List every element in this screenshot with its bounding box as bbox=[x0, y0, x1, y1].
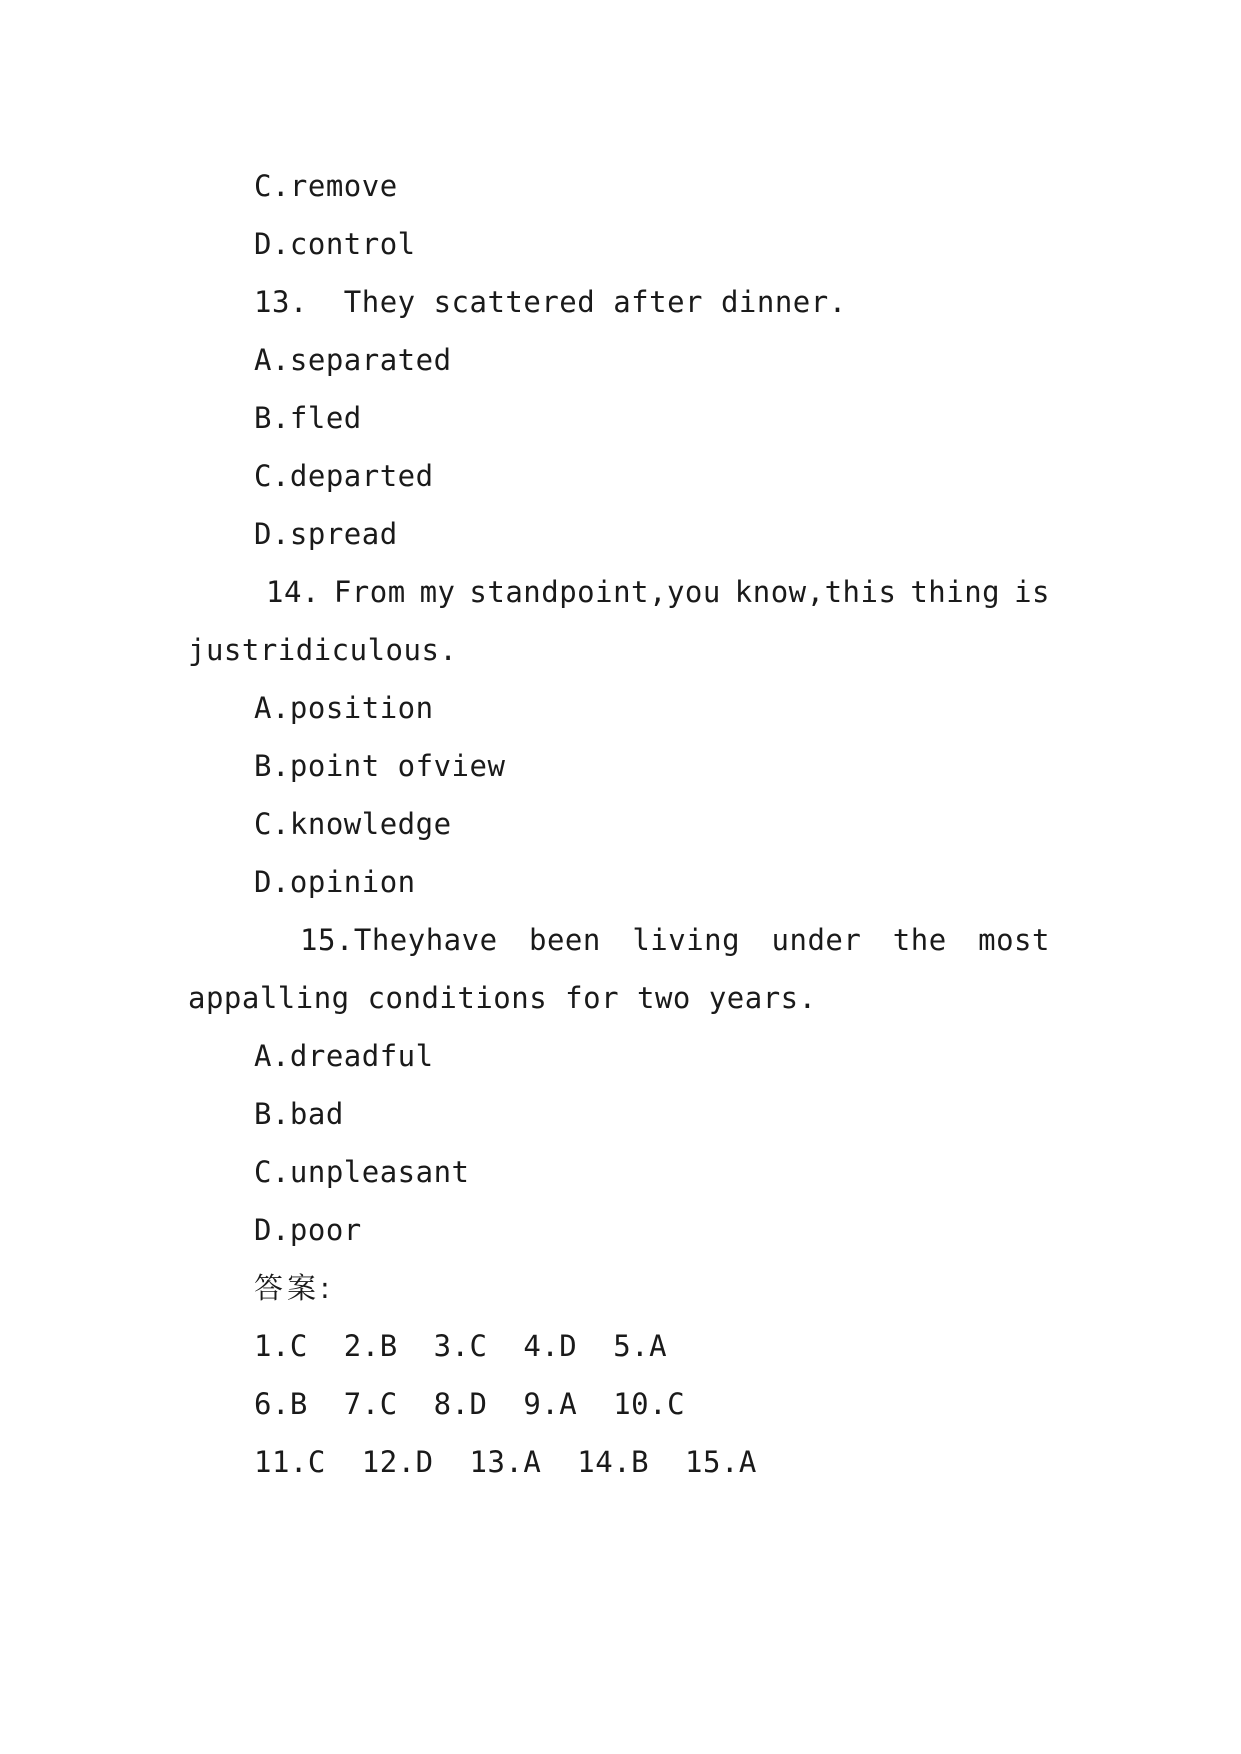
q14-word: 14. bbox=[266, 575, 320, 609]
question-13-option-d: D.spread bbox=[254, 517, 398, 551]
question-14-stem-line2: justridiculous. bbox=[188, 633, 458, 667]
question-14-stem-line1 bbox=[266, 574, 1050, 610]
answers-heading: 答案: bbox=[254, 1271, 334, 1305]
q14-word: From bbox=[333, 575, 406, 609]
question-14-option-d: D.opinion bbox=[254, 865, 416, 899]
q15-word: been bbox=[529, 923, 601, 957]
q15-word: under bbox=[771, 923, 862, 957]
q14-word: is bbox=[1014, 575, 1050, 609]
question-14-option-a: A.position bbox=[254, 691, 434, 725]
q14-word: know,this bbox=[734, 575, 897, 609]
question-13-option-a: A.separated bbox=[254, 343, 452, 377]
q15-word: 15.Theyhave bbox=[300, 923, 498, 957]
question-14-option-c: C.knowledge bbox=[254, 807, 452, 841]
q14-word: standpoint,you bbox=[469, 575, 721, 609]
answers-row-2: 6.B 7.C 8.D 9.A 10.C bbox=[254, 1387, 686, 1421]
question-15-stem-line1 bbox=[300, 922, 1050, 958]
q15-word: the bbox=[892, 923, 947, 957]
question-15-option-a: A.dreadful bbox=[254, 1039, 434, 1073]
answers-row-1: 1.C 2.B 3.C 4.D 5.A bbox=[254, 1329, 668, 1363]
answers-row-3: 11.C 12.D 13.A 14.B 15.A bbox=[254, 1445, 757, 1479]
q15-word: living bbox=[632, 923, 741, 957]
q14-word: my bbox=[419, 575, 456, 609]
question-15-option-d: D.poor bbox=[254, 1213, 362, 1247]
question-15-stem-line2: appalling conditions for two years. bbox=[188, 981, 817, 1015]
question-13-option-c: C.departed bbox=[254, 459, 434, 493]
question-15-option-b: B.bad bbox=[254, 1097, 344, 1131]
q14-word: thing bbox=[910, 575, 1001, 609]
question-14-option-b: B.point ofview bbox=[254, 749, 506, 783]
question-13-option-b: B.fled bbox=[254, 401, 362, 435]
q15-word: most bbox=[978, 923, 1050, 957]
question-13-stem: 13. They scattered after dinner. bbox=[254, 285, 847, 319]
option-d-control: D.control bbox=[254, 227, 416, 261]
question-15-option-c: C.unpleasant bbox=[254, 1155, 470, 1189]
option-c-remove: C.remove bbox=[254, 169, 398, 203]
